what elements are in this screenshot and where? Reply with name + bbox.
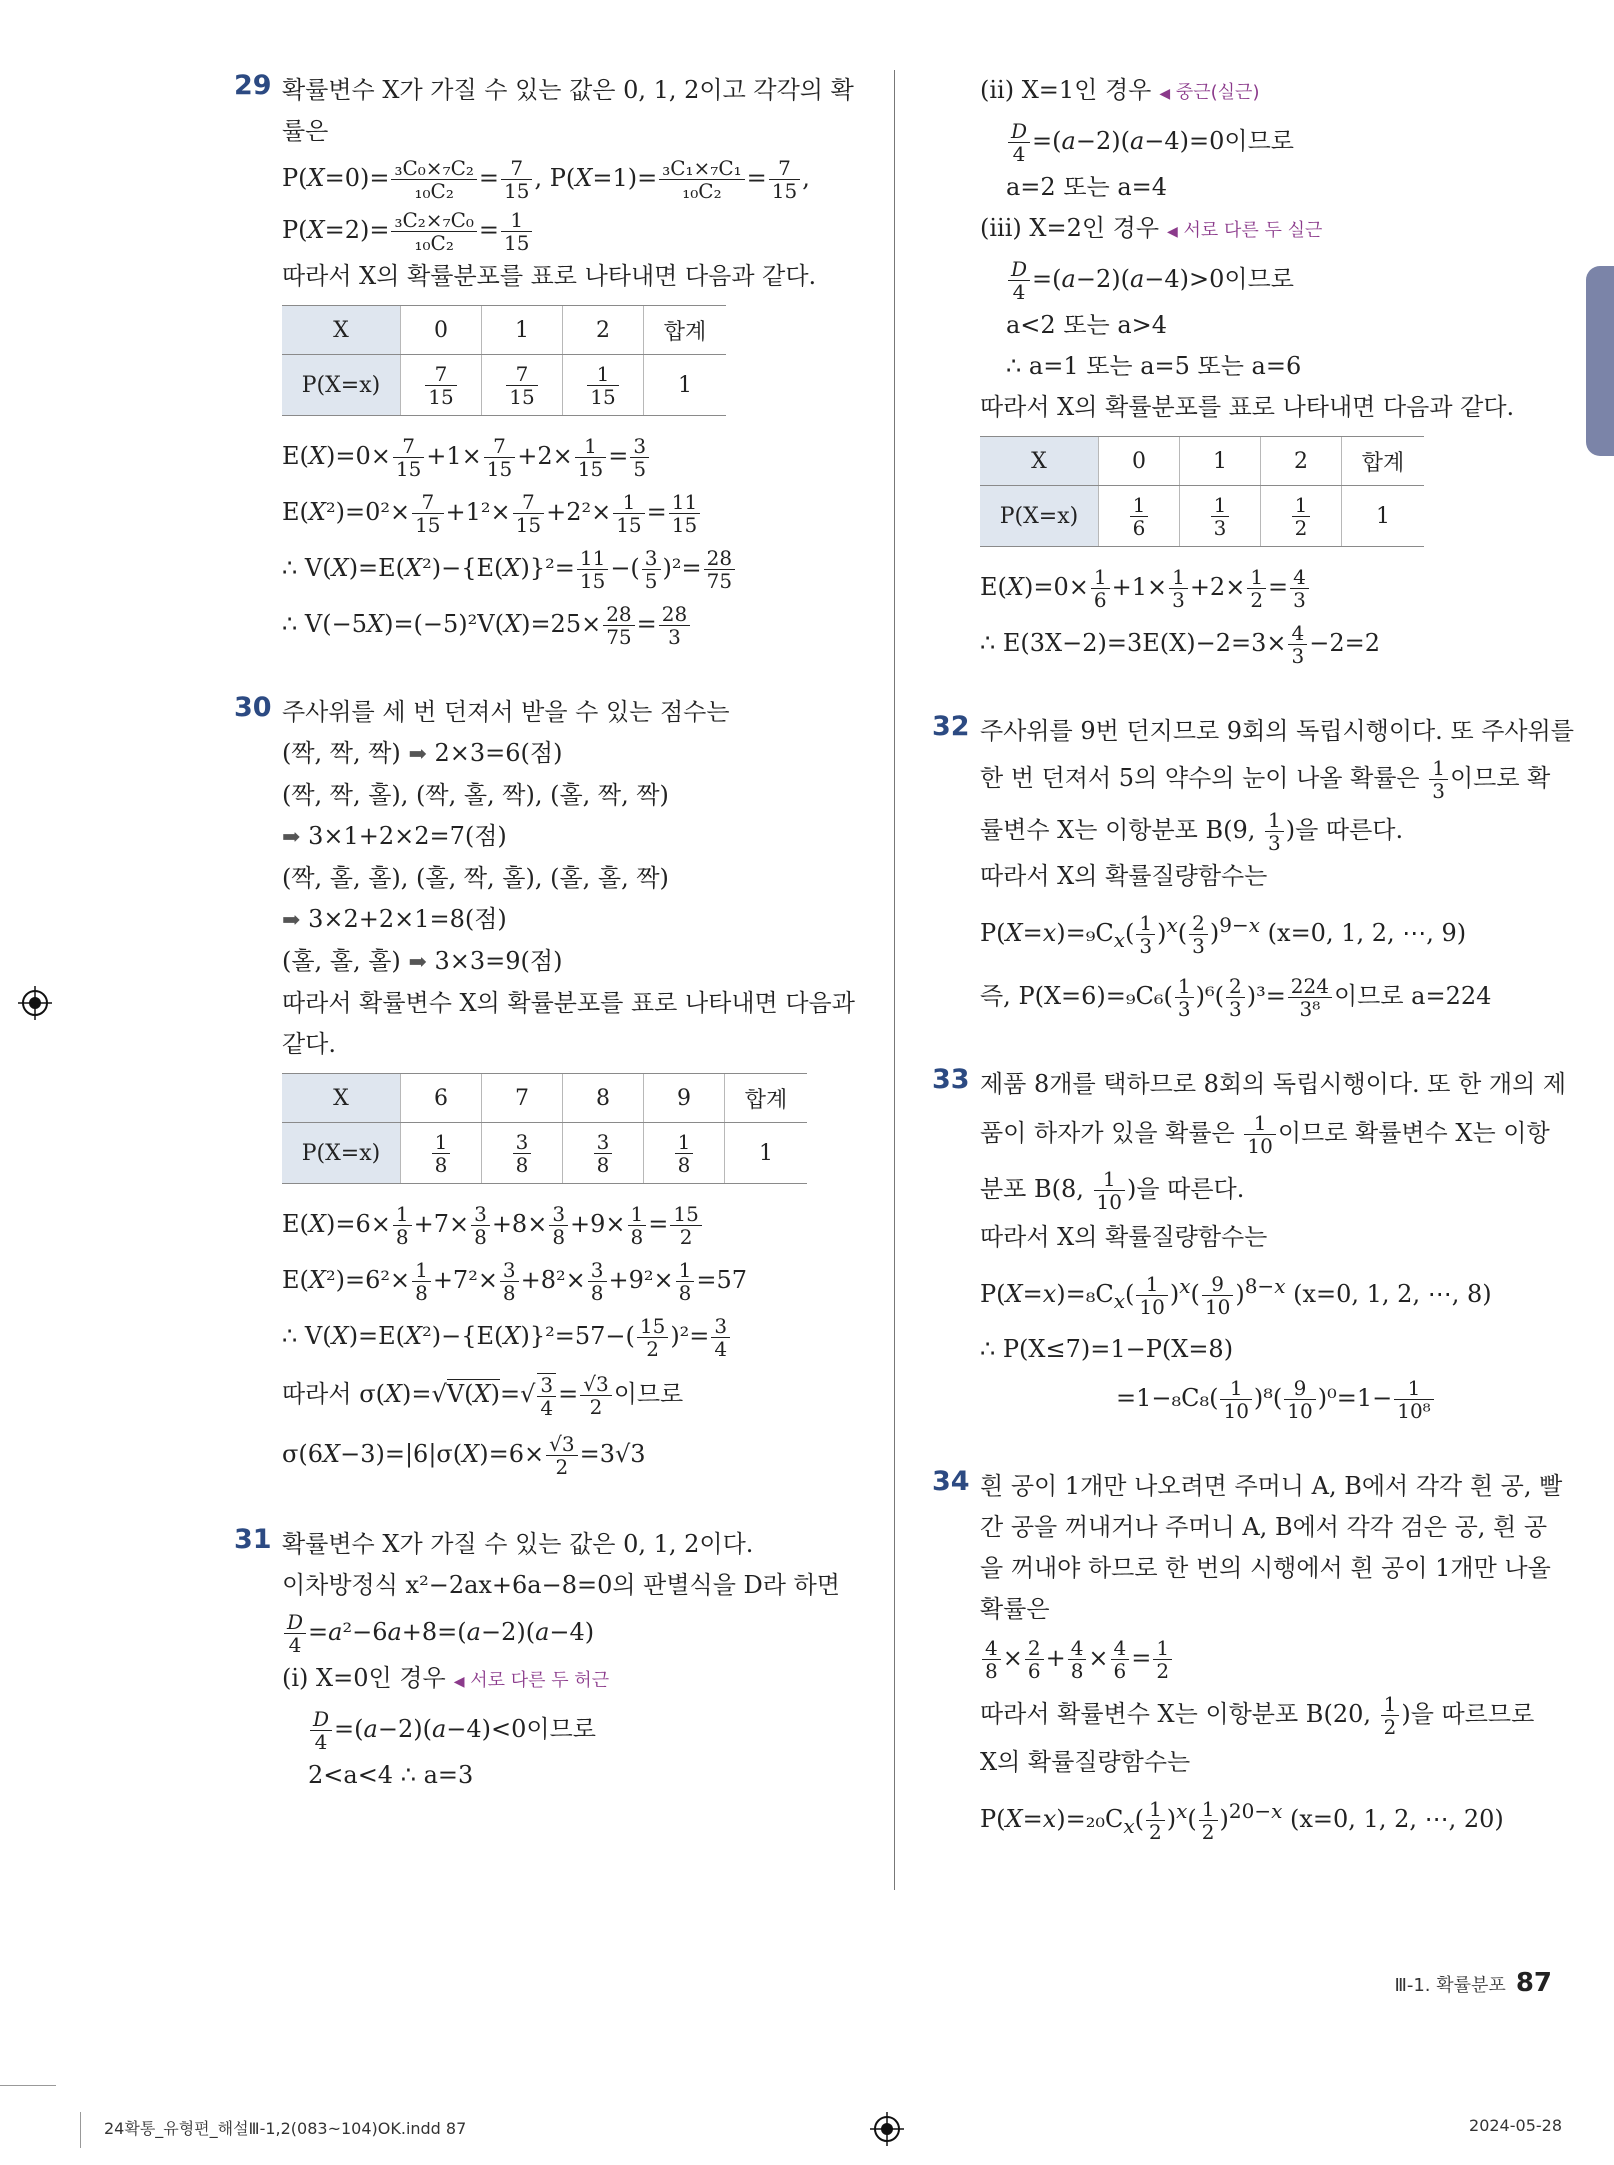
text-line: 분포 B(8, $\frac{1}{10}$ )을 따른다. [980, 1166, 1245, 1214]
print-date: 2024-05-28 [1469, 2116, 1562, 2135]
case-line [980, 208, 1562, 253]
text-span: 이므로 확 [1450, 764, 1551, 792]
text-line: 주사위를 세 번 던져서 받을 수 있는 점수는 [282, 698, 730, 726]
table-cell: 7 [425, 363, 456, 386]
table-row-label: P(X=x) [980, 486, 1099, 547]
table-cell: 1 [675, 1131, 694, 1154]
section-label: Ⅲ-1. 확률분포 [1394, 1975, 1506, 1996]
text-line: a<2 또는 a>4 [1006, 311, 1168, 339]
text-line: 따라서 확률변수 X의 확률분포를 표로 나타내면 다음과 [282, 989, 855, 1017]
text-line: 따라서 X의 확률질량함수는 [980, 862, 1268, 890]
text-line: 확률변수 X가 가질 수 있는 값은 0, 1, 2이다. [282, 1530, 754, 1558]
problem-number: 31 [234, 1524, 272, 1555]
equation: E(X²)=0²× $\frac{7}{15}$ +1²× $\frac{7}{15}$ +2²× $\frac{1}{15}$ = $\frac{11}{15}$ [282, 484, 874, 540]
text-span: 률변수 X는 이항분포 B [980, 816, 1224, 844]
text-line: 이차방정식 x²−2ax+6a−8=0의 판별식을 D라 하면 [282, 1571, 840, 1599]
text-span: 2×3=6(점) [434, 739, 563, 767]
text-span: ∴ E(3X−2)=3E(X)−2=3× [980, 629, 1287, 657]
text-line: 따라서 X의 확률질량함수는 [980, 1222, 1268, 1251]
chapter-tab [1586, 266, 1614, 456]
equation: $P(X=x)=_8C_x$( $\frac{1}{10}$ )$^x$( $\frac{9}{10}$ )$^{8-x}$ (x=0, 1, 2, ⋯, 8) [980, 1271, 1492, 1319]
text-line: 률은 [282, 117, 329, 145]
equation: ∴ E(3X−2)=3E(X)−2=3× $\frac{4}{3}$ −2=2 [980, 621, 1380, 668]
table-cell: 8 [677, 1152, 691, 1177]
text-line: 따라서 X의 확률분포를 표로 나타내면 다음과 같다. [980, 393, 1515, 421]
text-line: 을 꺼내야 하므로 한 번의 시행에서 흰 공이 1개만 나올 [980, 1553, 1551, 1582]
text-span: 따라서 확률변수 X는 이항분포 B [980, 1699, 1324, 1728]
equation: ∴ V(X)=E(X²)−{E(X)}²= $\frac{11}{15}$ −( $\frac{3}{5}$ )²= $\frac{28}{75}$ [282, 540, 874, 596]
text-span: (홀, 홀, 홀) [282, 947, 401, 975]
table-cell: 6 [1132, 515, 1146, 540]
equation: E(X²)=6²× $\frac{1}{8}$ +7²× $\frac{3}{8}$ +8²× $\frac{3}{8}$ +9²× $\frac{1}{8}$ =57 [282, 1258, 747, 1305]
text-line: ∴ P(X≤7)=1−P(X=8) [980, 1334, 1234, 1363]
problem-number: 29 [234, 70, 272, 101]
triangle-left-icon: ◀ [1167, 224, 1178, 240]
equation: $\frac{D}{4}$ =(a−2)(a−4)<0이므로 [282, 1703, 874, 1755]
table-cell: 1 [1211, 494, 1230, 517]
hint-label: 중근(실근) [1175, 82, 1260, 103]
arrow-icon: ➡ [282, 825, 301, 850]
column-divider [894, 70, 895, 1890]
text-span: 이므로 [1224, 265, 1294, 293]
equation: σ(6X−3)=|6|σ(X)=6× $\frac{√3}{2}$ =3√3 [282, 1432, 646, 1479]
case-label: (i) X=0인 경우 [282, 1664, 446, 1692]
case-line [282, 1658, 874, 1703]
table-header: X [282, 306, 401, 355]
table-cell: 1 [1130, 494, 1149, 517]
table-cell: 15 [428, 384, 454, 409]
problem-number: 33 [932, 1063, 970, 1095]
problem-31-continued [932, 70, 1562, 671]
distribution-table [282, 305, 726, 416]
text-span: 이므로 확률변수 X는 이항 [1277, 1118, 1550, 1147]
table-cell: 1 [432, 1131, 451, 1154]
text-line: 한 번 던져서 5의 약수의 눈이 나올 확률은 $\frac{1}{3}$ 이므로 확 [980, 756, 1551, 803]
table-header: 합계 [644, 306, 727, 355]
table-header: 7 [482, 1074, 563, 1123]
equation: $P(X=x)=_{20}C_x$( $\frac{1}{2}$ )$^x$( $\frac{1}{2}$ )$^{20-x}$ (x=0, 1, 2, ⋯, 20) [980, 1796, 1504, 1844]
table-header: 2 [563, 306, 644, 355]
table-cell: 3 [594, 1131, 613, 1154]
text-line: 률변수 X는 이항분포 B(9, $\frac{1}{3}$ )을 따른다. [980, 808, 1404, 855]
text-line: 같다. [282, 1030, 336, 1058]
equation: 따라서 σ(X)=√V(X)=√ $\frac{3}{4}$ = $\frac{√3}{2}$ 이므로 [282, 1372, 684, 1420]
table-cell: 8 [596, 1152, 610, 1177]
distribution-table [282, 1073, 807, 1184]
table-header: 합계 [1342, 437, 1425, 486]
text-line: 2<a<4 ∴ a=3 [308, 1761, 474, 1789]
table-cell: 3 [513, 1131, 532, 1154]
hint-label: 서로 다른 두 허근 [470, 1670, 610, 1691]
table-cell: 1 [1292, 494, 1311, 517]
text-span: 이므로 [526, 1715, 596, 1743]
hint-label: 서로 다른 두 실근 [1183, 220, 1323, 241]
text-span: (x=0, 1, 2, ⋯, 9) [1267, 919, 1467, 947]
arrow-icon: ➡ [408, 742, 427, 767]
table-cell: 1 [587, 363, 618, 386]
table-header: 2 [1261, 437, 1342, 486]
text-line: 따라서 X의 확률분포를 표로 나타내면 다음과 같다. [282, 262, 817, 290]
text-line [282, 941, 874, 983]
page-footer [1394, 1968, 1552, 1998]
problem-number: 30 [234, 692, 272, 723]
text-line: a=2 또는 a=4 [1006, 173, 1168, 201]
table-row-label: P(X=x) [282, 1123, 401, 1184]
table-cell: 2 [1294, 515, 1308, 540]
text-span: (x=0, 1, 2, ⋯, 20) [1290, 1804, 1504, 1833]
footer-rule [0, 2085, 56, 2086]
table-header: X [282, 1074, 401, 1123]
text-span: 분포 B [980, 1174, 1052, 1203]
text-line: 품이 하자가 있을 확률은 $\frac{1}{10}$ 이므로 확률변수 X는 이항 [980, 1110, 1550, 1158]
page-number: 87 [1515, 1968, 1552, 1998]
text-span: 이므로 [1224, 127, 1294, 155]
equation: $P(X=x)=_9C_x$( $\frac{1}{3}$ )$^x$( $\frac{2}{3}$ )$^{9-x}$ (x=0, 1, 2, ⋯, 9) [980, 911, 1467, 958]
problem-31 [234, 1524, 874, 1796]
table-cell: 15 [590, 384, 616, 409]
text-span: (짝, 짝, 짝) [282, 739, 401, 767]
equation: ∴ V(X)=E(X²)−{E(X)}²=57−( $\frac{15}{2}$ )²= $\frac{3}{4}$ [282, 1308, 874, 1364]
text-span: 이므로 a=224 [1333, 981, 1492, 1010]
case-label: (ii) X=1인 경우 [980, 76, 1152, 104]
footer-rule [80, 2112, 81, 2148]
text-line: 제품 8개를 택하므로 8회의 독립시행이다. 또 한 개의 제 [980, 1069, 1567, 1098]
file-name: 24확통_유형편_해설Ⅲ-1,2(083~104)OK.indd 87 [104, 2119, 467, 2138]
text-span: −2=2 [1309, 629, 1380, 657]
text-line: (짝, 짝, 홀), (짝, 홀, 짝), (홀, 짝, 짝) [282, 781, 669, 809]
problem-29 [234, 70, 874, 652]
equation: P(X=2)= $\frac{\text{₃C₂×₇C₀}}{\text{₁₀C₂}}$ = $\frac{1}{15}$ [282, 204, 874, 256]
table-header: 0 [401, 306, 482, 355]
text-line [282, 899, 874, 941]
table-header: 합계 [725, 1074, 808, 1123]
arrow-icon: ➡ [282, 908, 301, 933]
text-span: 3×1+2×2=7(점) [308, 822, 507, 850]
table-cell: 1 [725, 1123, 808, 1184]
registration-mark-icon [18, 986, 52, 1020]
equation: 즉, P(X=6)=₉C₆( $\frac{1}{3}$ )⁶( $\frac{2}{3}$ )³= $\frac{224}{\text{3⁸}}$ 이므로 a=224 [980, 973, 1492, 1021]
triangle-left-icon: ◀ [453, 1674, 465, 1690]
text-span: 즉, P(X=6)= [980, 981, 1126, 1010]
text-line: (짝, 홀, 홀), (홀, 짝, 홀), (홀, 홀, 짝) [282, 864, 669, 892]
problem-number: 32 [932, 711, 970, 742]
distribution-table [980, 436, 1424, 547]
equation: $\frac{D}{4}$ =(a−2)(a−4)=0이므로 [980, 115, 1562, 167]
problem-number: 34 [932, 1465, 970, 1497]
problem-32 [932, 711, 1574, 1024]
arrow-icon: ➡ [408, 950, 427, 975]
equation: =1−₈C₈( $\frac{1}{10}$ )⁸( $\frac{9}{10}$ )⁰=1− $\frac{1}{\text{10⁸}}$ [980, 1370, 1562, 1426]
text-line [282, 816, 874, 858]
text-span: 품이 하자가 있을 확률은 [980, 1118, 1235, 1147]
text-span: 3×3=9(점) [434, 947, 563, 975]
text-span: 한 번 던져서 5의 약수의 눈이 나올 확률은 [980, 764, 1420, 792]
problem-34 [932, 1466, 1562, 1854]
equation: $\frac{D}{4}$ =(a−2)(a−4)>0이므로 [980, 253, 1562, 305]
table-header: 1 [482, 306, 563, 355]
right-column [932, 70, 1574, 1893]
text-line: 따라서 확률변수 X는 이항분포 B(20, $\frac{1}{2}$ )을 따르므로 [980, 1691, 1535, 1739]
equation: E(X)=0× $\frac{7}{15}$ +1× $\frac{7}{15}$ +2× $\frac{1}{15}$ = $\frac{3}{5}$ [282, 428, 874, 484]
equation: E(X)=0× $\frac{1}{6}$ +1× $\frac{1}{3}$ +2× $\frac{1}{2}$ = $\frac{4}{3}$ [980, 559, 1562, 615]
equation: ∴ V(−5X)=(−5)²V(X)=25× $\frac{28}{75}$ = $\frac{28}{3}$ [282, 596, 874, 652]
table-cell: 3 [1213, 515, 1227, 540]
text-span: 이므로 [613, 1380, 684, 1408]
table-cell: 8 [434, 1152, 448, 1177]
equation: $\frac{D}{4}$ =a²−6a+8=(a−2)(a−4) [282, 1606, 874, 1658]
registration-mark-icon [870, 2112, 904, 2146]
table-cell: 1 [1342, 486, 1425, 547]
text-line: 간 공을 꺼내거나 주머니 A, B에서 각각 검은 공, 흰 공 [980, 1512, 1548, 1541]
table-header: 6 [401, 1074, 482, 1123]
text-line: 흰 공이 1개만 나오려면 주머니 A, B에서 각각 흰 공, 빨 [980, 1471, 1563, 1500]
text-line: X의 확률질량함수는 [980, 1747, 1191, 1776]
text-line: 확률은 [980, 1594, 1050, 1623]
problem-33 [932, 1063, 1567, 1426]
case-label: (iii) X=2인 경우 [980, 214, 1160, 242]
table-cell: 8 [515, 1152, 529, 1177]
text-span: 따라서 [282, 1380, 352, 1408]
left-column [234, 70, 874, 1836]
case-line [980, 70, 1562, 115]
table-cell: 7 [506, 363, 537, 386]
table-header: X [980, 437, 1099, 486]
text-span: 3×2+2×1=8(점) [308, 905, 507, 933]
problem-30 [234, 692, 874, 1484]
table-cell: 15 [509, 384, 535, 409]
text-line: 주사위를 9번 던지므로 9회의 독립시행이다. 또 주사위를 [980, 717, 1574, 745]
table-header: 9 [644, 1074, 725, 1123]
text-span: 을 따른다. [1136, 1174, 1245, 1203]
text-line: ∴ a=1 또는 a=5 또는 a=6 [1006, 352, 1302, 380]
text-span: 을 따르므로 [1410, 1699, 1535, 1728]
text-span: 을 따른다. [1295, 816, 1404, 844]
equation: E(X)=6× $\frac{1}{8}$ +7× $\frac{3}{8}$ +8× $\frac{3}{8}$ +9× $\frac{1}{8}$ = $\frac{15}{2}$ [282, 1196, 874, 1252]
table-header: 8 [563, 1074, 644, 1123]
text-line: 확률변수 X가 가질 수 있는 값은 0, 1, 2이고 각각의 확 [282, 76, 854, 104]
table-cell: 1 [644, 355, 727, 416]
table-row-label: P(X=x) [282, 355, 401, 416]
equation: P(X=0)= $\frac{\text{₃C₀×₇C₂}}{\text{₁₀C₂}}$ = $\frac{7}{15}$ , P(X=1)= $\frac{\text{₃C₁×₇C₁}}{\text{₁₀C₂}}$ = $\frac{7}{15}$ , [282, 156, 810, 203]
table-header: 0 [1099, 437, 1180, 486]
text-span: (x=0, 1, 2, ⋯, 8) [1293, 1279, 1492, 1308]
table-header: 1 [1180, 437, 1261, 486]
equation: $\frac{4}{8}$ × $\frac{2}{6}$ + $\frac{4}{8}$ × $\frac{4}{6}$ = $\frac{1}{2}$ [980, 1630, 1562, 1686]
triangle-left-icon: ◀ [1159, 86, 1171, 102]
text-line [282, 733, 874, 775]
